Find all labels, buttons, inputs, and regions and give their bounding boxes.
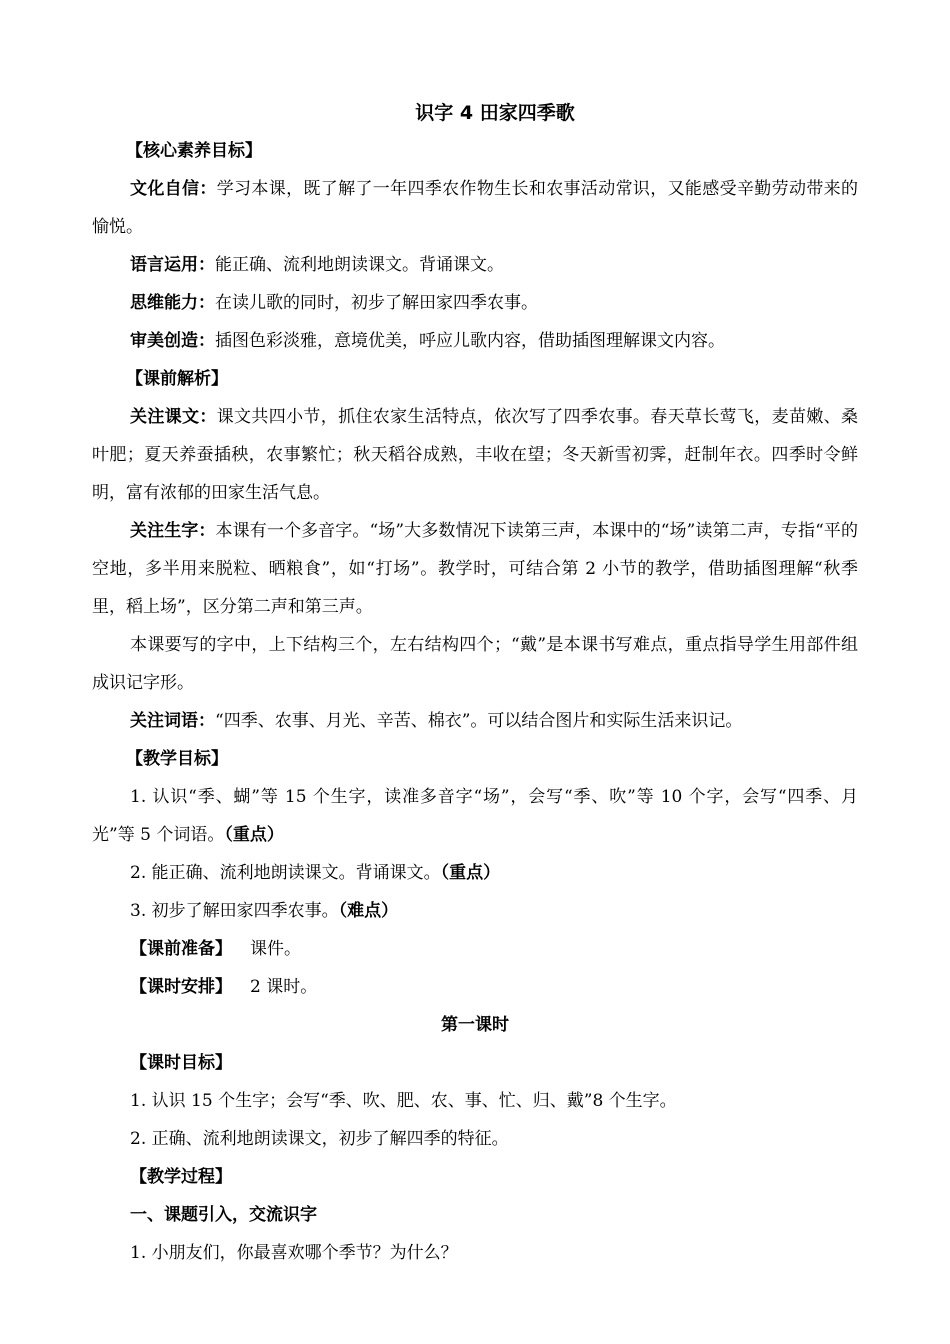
schedule-value: 2 课时。 bbox=[250, 977, 318, 997]
step-question: 1. 小朋友们，你最喜欢哪个季节？为什么？ bbox=[130, 1243, 458, 1263]
core-goal-text: 学习本课，既了解了一年四季农作物生长和农事活动常识，又能感受辛勤劳动带来的愉悦。 bbox=[92, 179, 859, 237]
lesson-title: 第一课时 bbox=[441, 1015, 509, 1035]
core-goal-label: 语言运用： bbox=[130, 255, 215, 275]
lesson-goal-1: 1. 认识 15 个生字；会写“季、吹、肥、农、事、忙、归、戴”8 个生字。 bbox=[130, 1091, 677, 1111]
prep-label: 【课前准备】 bbox=[130, 939, 232, 959]
goal-tag: （重点） bbox=[224, 825, 284, 845]
core-goal-thinking bbox=[92, 284, 858, 322]
analysis-text: 本课有一个多音字。“场”大多数情况下读第三声，本课中的“场”读第二声，专指“平的空地，多半用来脱粒、晒粮食”，如“打场”。教学时，可结合第 2 小节的教学，借助插图理解“秋季里，稻上场”，区分第二声和第三声。 bbox=[92, 521, 859, 617]
analysis-text: 课文共四小节，抓住农家生活特点，依次写了四季农事。春天草长莺飞，麦苗嫩、桑叶肥；夏天养蚕插秧，农事繁忙；秋天稻谷成熟，丰收在望；冬天新雪初霁，赶制年衣。四季时令鲜明，富有浓郁的田家生活气息。 bbox=[92, 407, 859, 503]
teaching-goal-3 bbox=[92, 892, 858, 930]
prep-value: 课件。 bbox=[250, 939, 301, 959]
process-heading: 【教学过程】 bbox=[130, 1167, 232, 1187]
teaching-goal-2 bbox=[92, 854, 858, 892]
goal-text: 1. 认识“季、蝴”等 15 个生字，读准多音字“场”，会写“季、吹”等 10 个字，会写“四季、月光”等 5 个词语。 bbox=[92, 787, 858, 845]
core-goal-label: 文化自信： bbox=[130, 179, 217, 199]
analysis-label: 关注课文： bbox=[130, 407, 217, 427]
analysis-text: “四季、农事、月光、辛苦、棉衣”。可以结合图片和实际生活来识记。 bbox=[215, 711, 743, 731]
core-goal-text: 在读儿歌的同时，初步了解田家四季农事。 bbox=[215, 293, 538, 313]
core-goal-culture bbox=[92, 170, 858, 246]
goal-tag: （重点） bbox=[440, 863, 501, 883]
schedule-label: 【课时安排】 bbox=[130, 977, 232, 997]
core-goal-label: 思维能力： bbox=[130, 293, 215, 313]
analysis-label: 关注词语： bbox=[130, 711, 215, 731]
core-goal-label: 审美创造： bbox=[130, 331, 215, 351]
core-goal-aesthetic bbox=[92, 322, 858, 360]
teaching-goals-heading: 【教学目标】 bbox=[126, 749, 228, 769]
analysis-words-paragraph bbox=[92, 702, 858, 740]
goal-text: 3. 初步了解田家四季农事。 bbox=[130, 901, 339, 921]
step-heading: 一、课题引入，交流识字 bbox=[130, 1205, 317, 1225]
core-goal-text: 插图色彩淡雅，意境优美，呼应儿歌内容，借助插图理解课文内容。 bbox=[215, 331, 725, 351]
analysis-characters-paragraph bbox=[92, 512, 858, 626]
schedule-row bbox=[92, 968, 858, 1006]
teaching-goal-1 bbox=[92, 778, 858, 854]
lesson-goals-heading: 【课时目标】 bbox=[130, 1053, 232, 1073]
core-goal-text: 能正确、流利地朗读课文。背诵课文。 bbox=[215, 255, 504, 275]
analysis-writing-paragraph: 本课要写的字中，上下结构三个，左右结构四个；“戴”是本课书写难点，重点指导学生用部件组成识记字形。 bbox=[92, 635, 858, 693]
analysis-label: 关注生字： bbox=[130, 521, 216, 541]
goal-tag: （难点） bbox=[338, 901, 399, 921]
core-goal-language bbox=[92, 246, 858, 284]
prep-row bbox=[92, 930, 858, 968]
document-title: 识字 4 田家四季歌 bbox=[415, 102, 575, 124]
core-goals-heading: 【核心素养目标】 bbox=[126, 141, 262, 161]
lesson-goal-2: 2. 正确、流利地朗读课文，初步了解四季的特征。 bbox=[130, 1129, 509, 1149]
document-page bbox=[92, 96, 858, 1272]
pre-analysis-heading: 【课前解析】 bbox=[126, 369, 228, 389]
analysis-text-paragraph bbox=[92, 398, 858, 512]
goal-text: 2. 能正确、流利地朗读课文。背诵课文。 bbox=[130, 863, 441, 883]
